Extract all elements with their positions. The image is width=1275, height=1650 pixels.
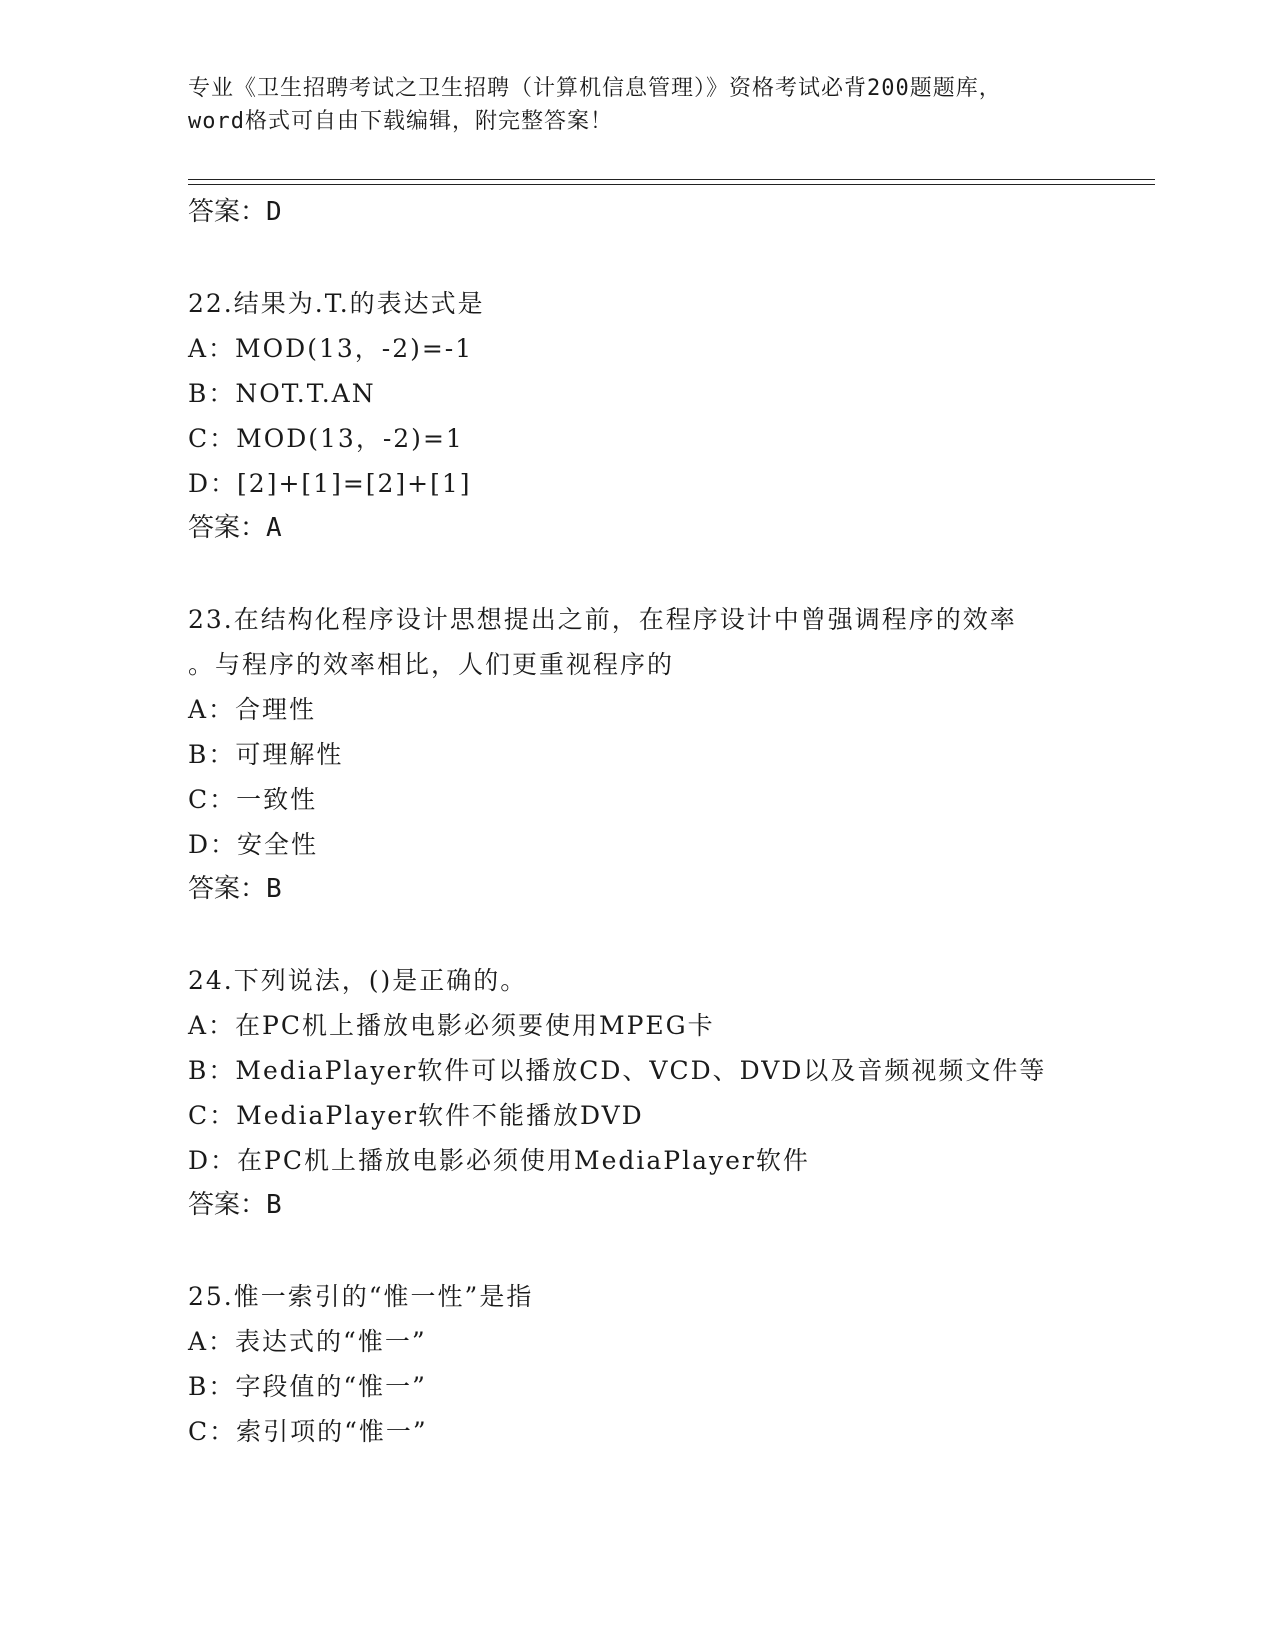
option-d: D：在PC机上播放电影必须使用MediaPlayer软件 (188, 1146, 810, 1175)
option-b: B：字段值的“惟一” (188, 1372, 427, 1401)
question-text-line-1: 23.在结构化程序设计思想提出之前，在程序设计中曾强调程序的效率 (188, 605, 1017, 634)
spacer (188, 235, 1148, 281)
question-text: 25.惟一索引的“惟一性”是指 (188, 1282, 534, 1311)
option-c: C：索引项的“惟一” (188, 1417, 428, 1446)
option-d: D：安全性 (188, 830, 319, 859)
option-a: A：表达式的“惟一” (188, 1327, 427, 1356)
option-a: A：MOD(13，-2)=-1 (188, 334, 474, 363)
header-rule-top (188, 179, 1155, 180)
option-b: B：可理解性 (188, 740, 344, 769)
option-a: A：合理性 (188, 695, 317, 724)
answer: 答案：B (188, 874, 282, 904)
option-a: A：在PC机上播放电影必须要使用MPEG卡 (188, 1011, 715, 1040)
spacer (188, 912, 1148, 958)
question-text-line-2: 。与程序的效率相比，人们更重视程序的 (188, 650, 675, 679)
answer: 答案：A (188, 513, 282, 543)
header-line-1: 专业《卫生招聘考试之卫生招聘（计算机信息管理）》资格考试必背200题题库， (188, 76, 1002, 101)
question-22 (188, 281, 1148, 551)
option-d: D：[2]+[1]=[2]+[1] (188, 469, 472, 498)
answer-q21: 答案：D (188, 197, 282, 227)
answer: 答案：B (188, 1190, 282, 1220)
question-25 (188, 1274, 1148, 1454)
document-header (188, 72, 1088, 138)
option-b: B：MediaPlayer软件可以播放CD、VCD、DVD以及音频视频文件等 (188, 1056, 1047, 1085)
spacer (188, 551, 1148, 597)
header-rule-bottom (188, 184, 1155, 185)
option-b: B：NOT.T.AN (188, 379, 376, 408)
option-c: C：MOD(13，-2)=1 (188, 424, 464, 453)
question-24 (188, 958, 1148, 1228)
question-text: 24.下列说法，()是正确的。 (188, 966, 528, 995)
question-23 (188, 597, 1148, 912)
document-body (188, 190, 1148, 1454)
option-c: C：MediaPlayer软件不能播放DVD (188, 1101, 644, 1130)
question-text: 22.结果为.T.的表达式是 (188, 289, 485, 318)
spacer (188, 1228, 1148, 1274)
option-c: C：一致性 (188, 785, 318, 814)
header-line-2: word格式可自由下载编辑，附完整答案！ (188, 109, 613, 134)
